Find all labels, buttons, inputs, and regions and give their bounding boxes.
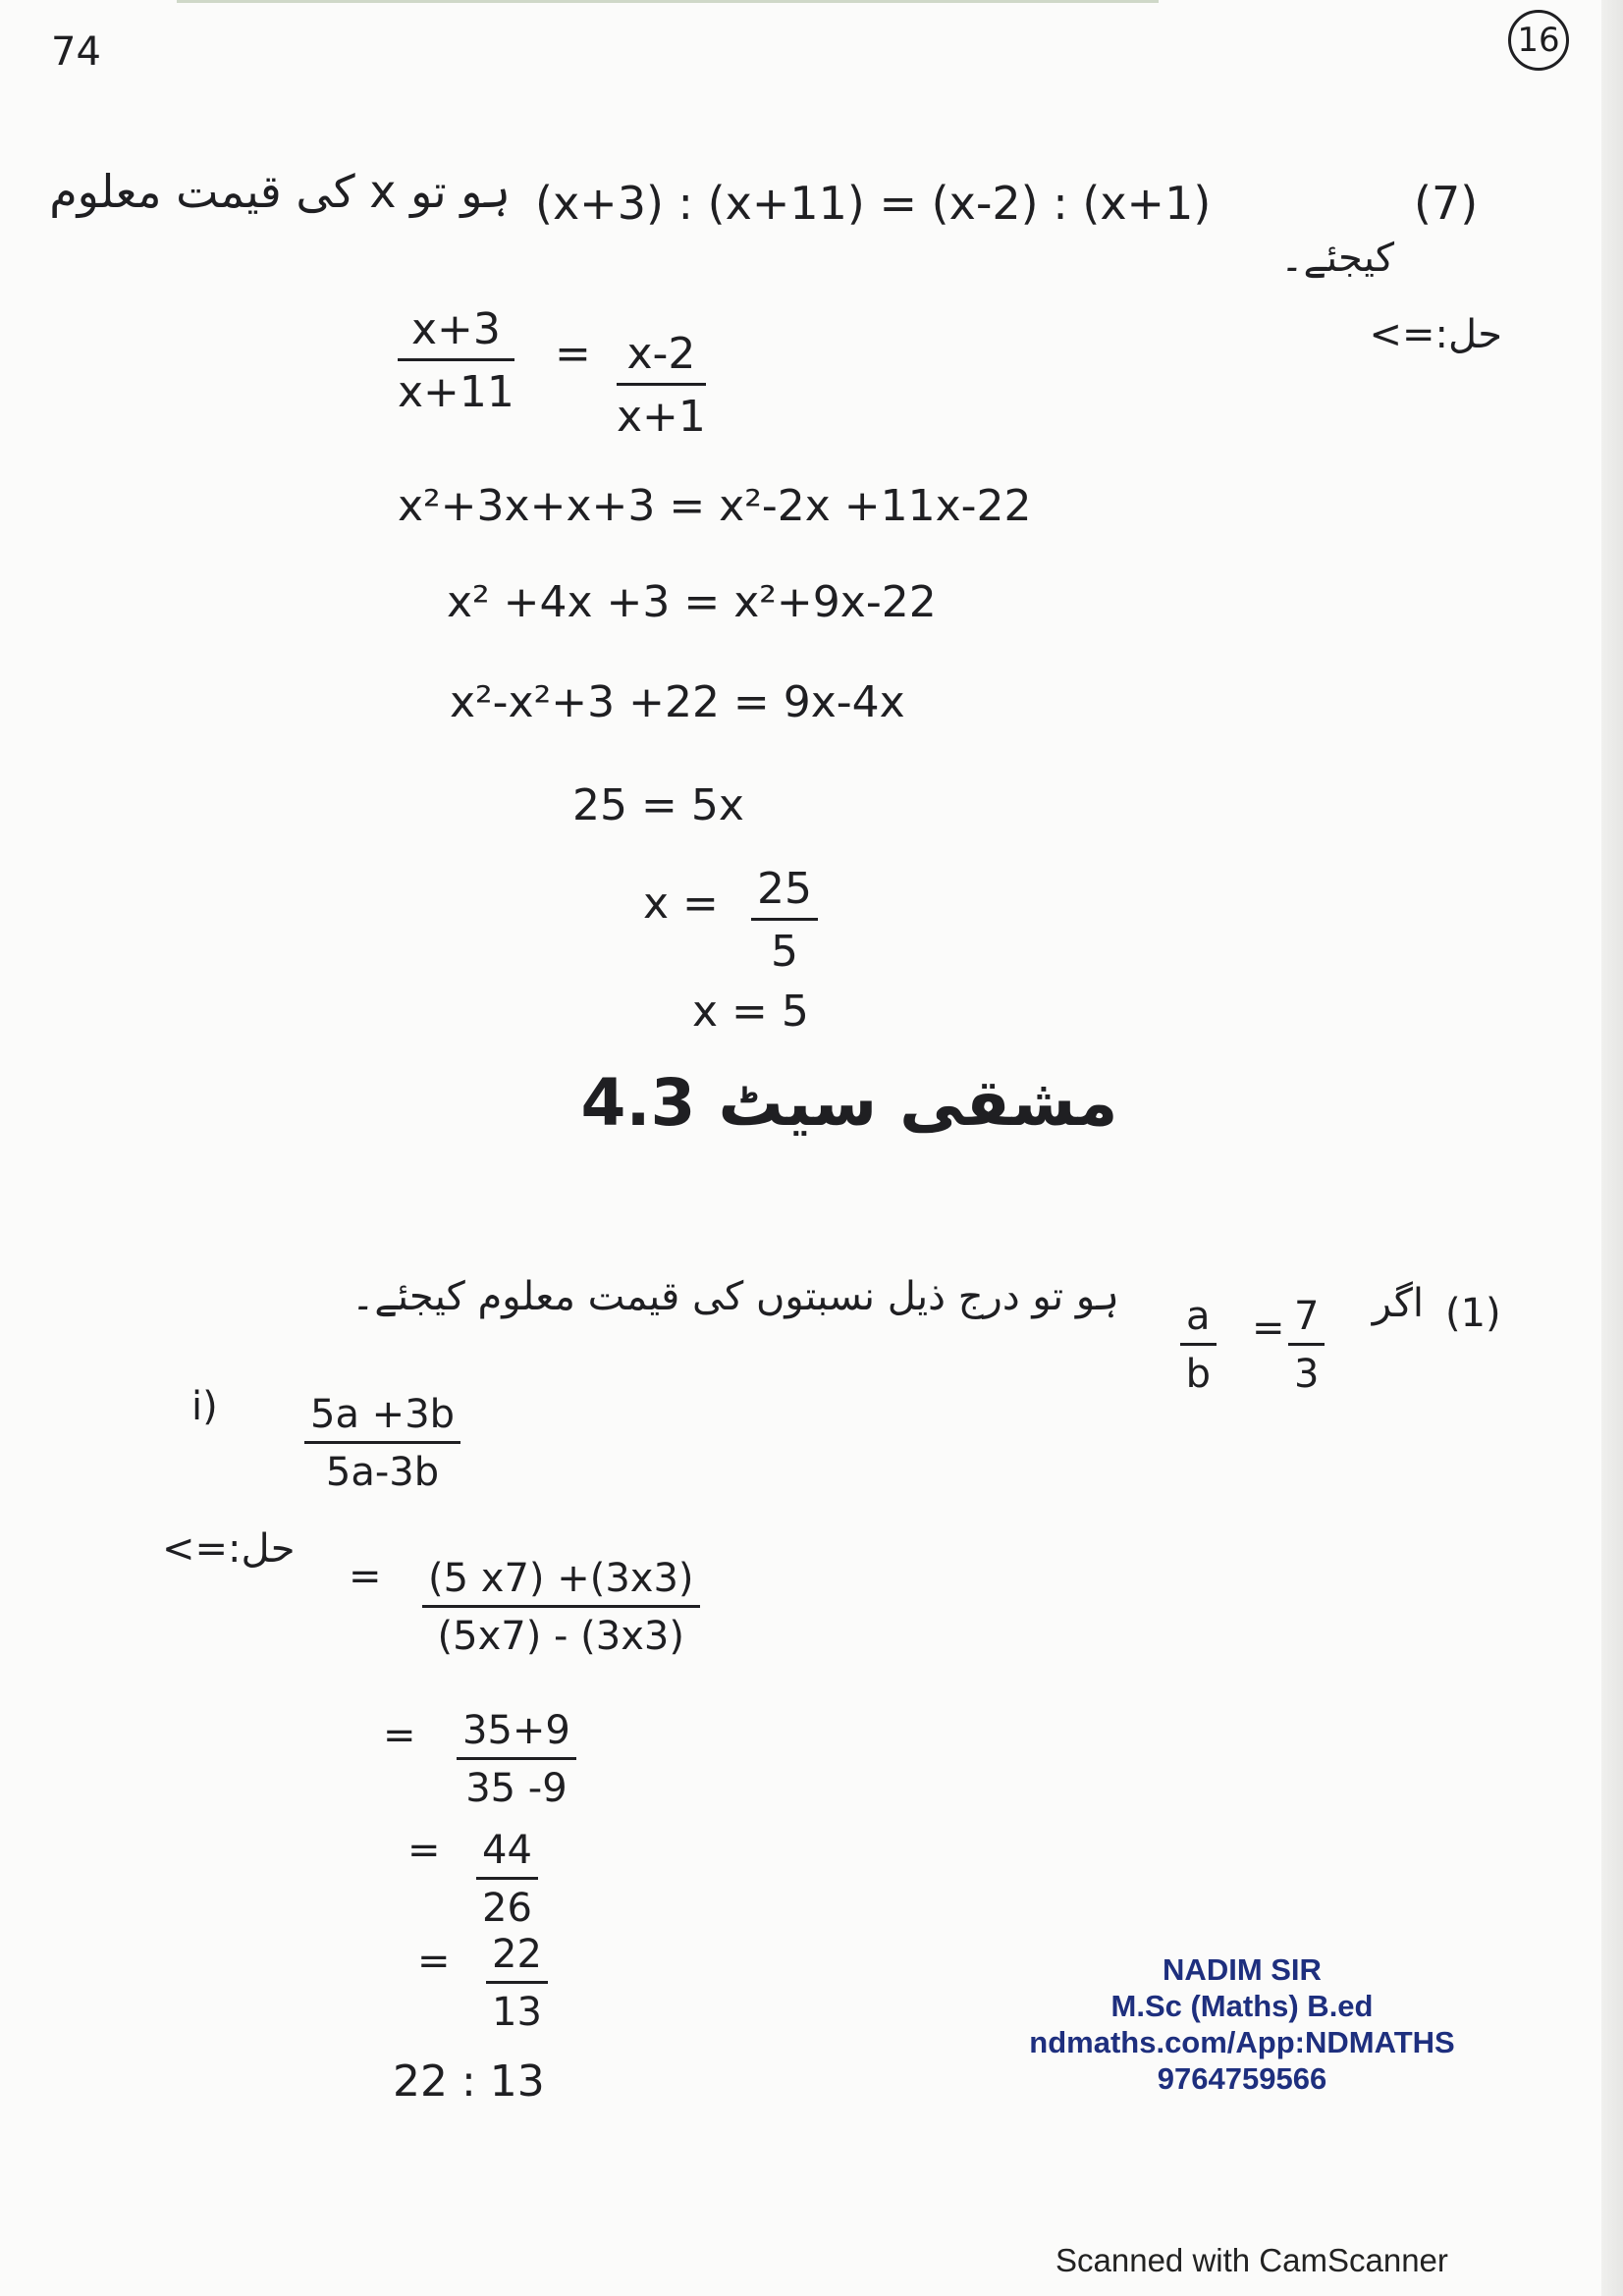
promo-block bbox=[1026, 1951, 1458, 2097]
q7-rhs-fraction bbox=[617, 329, 706, 442]
solution-i-step4-fraction bbox=[486, 1932, 548, 2035]
solution-i-step2-equals: = bbox=[383, 1713, 416, 1758]
q7-x-numerator: 25 bbox=[751, 864, 818, 921]
q7-rhs-numerator: x-2 bbox=[617, 329, 706, 386]
q1-number: (1) bbox=[1445, 1291, 1501, 1336]
q1-given-b: b bbox=[1185, 1352, 1211, 1397]
q7-step-2: x² +4x +3 = x²+9x-22 bbox=[447, 577, 937, 627]
q7-rhs-denominator: x+1 bbox=[617, 392, 706, 442]
page-number-circle bbox=[1508, 10, 1569, 71]
q1-given-a: a bbox=[1180, 1294, 1217, 1346]
solution-i-step2-fraction bbox=[457, 1708, 576, 1811]
solution-i-step4-equals: = bbox=[417, 1939, 451, 1984]
q7-number: (7) bbox=[1414, 177, 1479, 230]
solution-i-step2-numerator: 35+9 bbox=[457, 1708, 576, 1760]
promo-website: ndmaths.com/App:NDMATHS bbox=[1029, 2025, 1455, 2059]
q1-urdu-text: ہو تو درج ذیل نسبتوں کی قیمت معلوم کیجئے۔ bbox=[351, 1274, 1119, 1319]
exercise-heading: مشقی سیٹ 4.3 bbox=[580, 1065, 1118, 1141]
q7-lhs-denominator: x+11 bbox=[398, 367, 514, 417]
q7-step-4: 25 = 5x bbox=[572, 780, 744, 830]
q7-x-denominator: 5 bbox=[771, 927, 798, 977]
q7-solution-label: حل:=> bbox=[1369, 312, 1502, 357]
q1-given-7: 7 bbox=[1288, 1294, 1325, 1346]
q7-step-3: x²-x²+3 +22 = 9x-4x bbox=[450, 677, 905, 727]
solution-i-label: حل:=> bbox=[162, 1526, 296, 1572]
solution-i-step1-numerator: (5 x7) +(3x3) bbox=[422, 1556, 700, 1608]
top-border-line bbox=[177, 0, 1159, 3]
part-i-numerator: 5a +3b bbox=[304, 1392, 460, 1444]
q7-fraction-equals: = bbox=[555, 329, 591, 379]
solution-i-step1-fraction bbox=[422, 1556, 700, 1659]
solution-i-step1-equals: = bbox=[349, 1554, 382, 1599]
q7-urdu-text-2: کیجئے۔ bbox=[1280, 236, 1394, 281]
q7-x-fraction bbox=[751, 864, 818, 977]
page-circle-number: 16 bbox=[1517, 21, 1560, 60]
page-number-top-left: 74 bbox=[51, 29, 101, 75]
solution-i-step4-denominator: 13 bbox=[492, 1990, 542, 2035]
promo-name: NADIM SIR bbox=[1163, 1952, 1322, 1987]
q7-lhs-numerator: x+3 bbox=[398, 304, 514, 361]
q7-equation: (x+3) : (x+11) = (x-2) : (x+1) bbox=[535, 177, 1212, 230]
solution-i-step2-denominator: 35 -9 bbox=[465, 1766, 568, 1811]
q7-lhs-fraction bbox=[398, 304, 514, 417]
part-i-denominator: 5a-3b bbox=[325, 1450, 440, 1495]
page-edge-shadow bbox=[1601, 0, 1623, 2296]
q7-urdu-text: ہو تو x کی قیمت معلوم bbox=[49, 165, 511, 218]
solution-i-step1-denominator: (5x7) - (3x3) bbox=[437, 1614, 684, 1659]
q1-given-ab-fraction bbox=[1180, 1294, 1217, 1397]
part-i-label: i) bbox=[191, 1384, 218, 1429]
solution-i-step3-numerator: 44 bbox=[476, 1828, 538, 1880]
solution-i-final-ratio: 22 : 13 bbox=[393, 2056, 545, 2107]
q1-given-equals: = bbox=[1252, 1306, 1285, 1351]
solution-i-step3-denominator: 26 bbox=[482, 1886, 532, 1931]
solution-i-step3-equals: = bbox=[407, 1828, 441, 1873]
solution-i-step4-numerator: 22 bbox=[486, 1932, 548, 1984]
q1-urdu-if: اگر bbox=[1372, 1281, 1424, 1326]
part-i-fraction bbox=[304, 1392, 460, 1495]
promo-phone: 9764759566 bbox=[1157, 2061, 1327, 2096]
camscanner-footer: Scanned with CamScanner bbox=[1055, 2242, 1448, 2278]
q1-given-3: 3 bbox=[1294, 1352, 1320, 1397]
q7-final-answer: x = 5 bbox=[692, 987, 809, 1037]
promo-qualification: M.Sc (Maths) B.ed bbox=[1110, 1989, 1374, 2023]
q1-given-73-fraction bbox=[1288, 1294, 1325, 1397]
solution-i-step3-fraction bbox=[476, 1828, 538, 1931]
q7-x-eq-left: x = bbox=[643, 879, 719, 929]
q7-step-1: x²+3x+x+3 = x²-2x +11x-22 bbox=[398, 481, 1032, 531]
